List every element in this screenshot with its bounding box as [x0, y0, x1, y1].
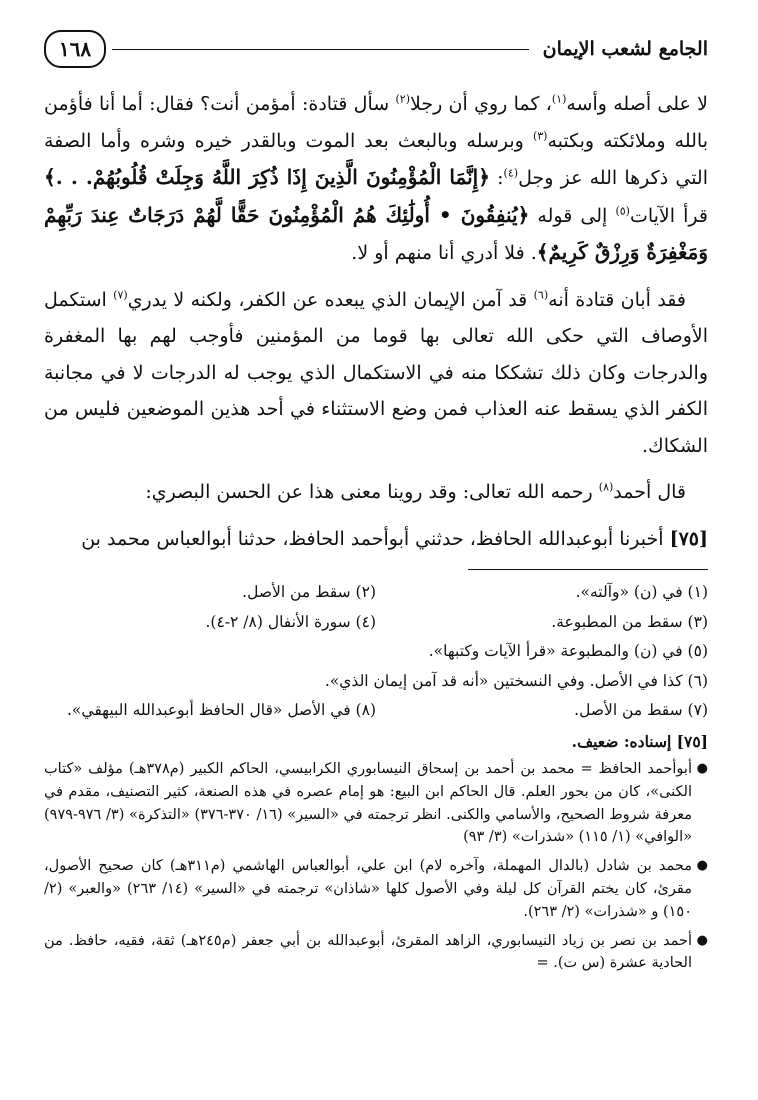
footnote-7: (٧) سقط من الأصل. — [574, 701, 708, 719]
list-item — [44, 855, 708, 923]
hadith-number: [٧٥] — [669, 527, 708, 550]
footnote-4: (٤) سورة الأنفال (٨/ ٢-٤). — [205, 612, 376, 631]
footnote-rule — [468, 569, 708, 570]
list-item — [44, 758, 708, 849]
footnotes — [44, 578, 708, 975]
bullet-icon: ● — [696, 932, 708, 948]
footnote-row — [44, 578, 708, 608]
footnote-1: (١) في (ن) «وآلته». — [575, 583, 708, 601]
paragraph-explanation: فقد أبان قتادة أنه$^{(٦)}$ قد آمن الإيمان الذي يبعده عن الكفر، ولكنه لا يدري$^{(٧)}$ استكمل الأوصاف التي حكى الله تعالى بها قوما من المؤمنين فأوجب لهم بها المغفرة والدرجات وكان ذلك تشككا منه في الاستكمال الذي يوجب له الدرجات لا في مجانبة الكفر الذي يسقط عنه العذاب فمن وضع الاستثناء في أحد هذين الموضعين فليس من الشكاك. — [44, 288, 708, 457]
header-rule — [112, 49, 529, 50]
narrator-bio: أبوأحمد الحافظ = محمد بن أحمد بن إسحاق النيسابوري الكرابيسي، الحاكم الكبير (م٣٧٨هـ) مؤلف «كتاب الكنى»، كان من بحور العلم. قال الحاكم ابن البيع: هو إمام عصره في هذه الصنعة، كثير التصنيف، مقدم في معرفة شروط الصحيح، والأسامي والكنى. انظر ترجمته في «السير» (١٦/ ٣٧٠-٣٧٦) «التذكرة» (٣/ ٩٧٦-٩٧٩) «الوافي» (١/ ١١٥) «شذرات» (٣/ ٩٣) — [44, 761, 692, 846]
paragraph-ahmad: قال أحمد$^{(٨)}$ رحمه الله تعالى: وقد روينا معنى هذا عن الحسن البصري: — [145, 480, 686, 503]
footnote-ref: (٥) — [615, 204, 630, 218]
quran-verse: ﴿يُنفِقُونَ • أُولَٰئِكَ هُمُ الْمُؤْمِنُونَ حَقًّا لَّهُمْ دَرَجَاتٌ عِندَ رَبِّهِمْ وَمَغْفِرَةٌ وَرِزْقٌ كَرِيمٌ﴾ — [44, 202, 708, 264]
footnote-ref: (٧) — [113, 288, 128, 302]
footnote-ref: (٨) — [598, 480, 614, 494]
footnote-ref: (٦) — [533, 288, 549, 302]
footnote-3: (٣) سقط من المطبوعة. — [551, 612, 708, 631]
bullet-icon: ● — [696, 858, 708, 874]
paragraph-qatada: لا على أصله وأسه$^{(١)}$، كما روي أن رجلا$^{(٢)}$ سأل قتادة: أمؤمن أنت؟ فقال: أما أنا فأؤمن بالله وملائكته وبكتبه$^{(٣)}$ وبرسله وبالبعث بعد الموت وبالقدر خيره وشره وأما الصفة التي ذكرها الله عز وجل$^{(٤)}$: ﴿إِنَّمَا الْمُؤْمِنُونَ الَّذِينَ إِذَا ذُكِرَ اللَّهُ وَجِلَتْ قُلُوبُهُمْ. . .﴾ قرأ الآيات$^{(٥)}$ إلى قوله ﴿يُنفِقُونَ • أُولَٰئِكَ هُمُ الْمُؤْمِنُونَ حَقًّا لَّهُمْ دَرَجَاتٌ عِندَ رَبِّهِمْ وَمَغْفِرَةٌ وَرِزْقٌ كَرِيمٌ﴾. فلا أدري أنا منهم أو لا. — [44, 92, 709, 264]
page-number: ١٦٨ — [58, 37, 92, 61]
isnad-heading: [٧٥] إسناده: ضعيف. — [571, 731, 708, 751]
footnote-8: (٨) في الأصل «قال الحافظ أبوعبدالله البيهقي». — [67, 701, 376, 719]
footnote-row — [44, 608, 708, 638]
page-number-badge — [44, 30, 106, 68]
footnote-ref: (٢) — [395, 92, 410, 106]
footnote-5: (٥) في (ن) والمطبوعة «قرأ الآيات وكتبها». — [428, 642, 708, 660]
narrator-bio: محمد بن شادل (بالدال المهملة، وآخره لام) ابن علي، أبوالعباس الهاشمي (م٣١١هـ) كان صحيح الأصول، مقرئ، كان يختم القرآن كل ليلة وفي الأصول كلها «شاذان» ترجمته في «السير» (١٤/ ٢٦٣) «والعبر» (٢/ ١٥٠) و «شذرات» (٢/ ٢٦٣). — [44, 858, 692, 920]
main-text — [44, 86, 708, 557]
footnote-ref: (١) — [551, 92, 567, 106]
footnote-ref: (٣) — [532, 129, 548, 143]
running-title: الجامع لشعب الإيمان — [542, 38, 708, 60]
list-item — [44, 930, 708, 976]
quran-verse: ﴿إِنَّمَا الْمُؤْمِنُونَ الَّذِينَ إِذَا ذُكِرَ اللَّهُ وَجِلَتْ قُلُوبُهُمْ. . .﴾ — [44, 165, 490, 189]
footnote-ref: (٤) — [503, 166, 519, 180]
paragraph-hadith-75: [٧٥] أخبرنا أبوعبدالله الحافظ، حدثني أبوأحمد الحافظ، حدثنا أبوالعباس محمد بن — [81, 527, 708, 550]
narrator-bio: أحمد بن نصر بن زياد النيسابوري، الزاهد المقرئ، أبوعبدالله بن أبي جعفر (م٢٤٥هـ) ثقة، فقيه، حافظ. من الحادية عشرة (س ت). = — [44, 932, 692, 972]
footnote-2: (٢) سقط من الأصل. — [242, 583, 376, 601]
footnote-row — [44, 696, 708, 726]
narrator-biographies — [44, 758, 708, 975]
book-page — [44, 26, 708, 1076]
bullet-icon: ● — [696, 761, 708, 776]
footnote-6: (٦) كذا في الأصل. وفي النسختين «أنه قد آمن إيمان الذي». — [324, 671, 708, 690]
page-header — [44, 26, 708, 72]
